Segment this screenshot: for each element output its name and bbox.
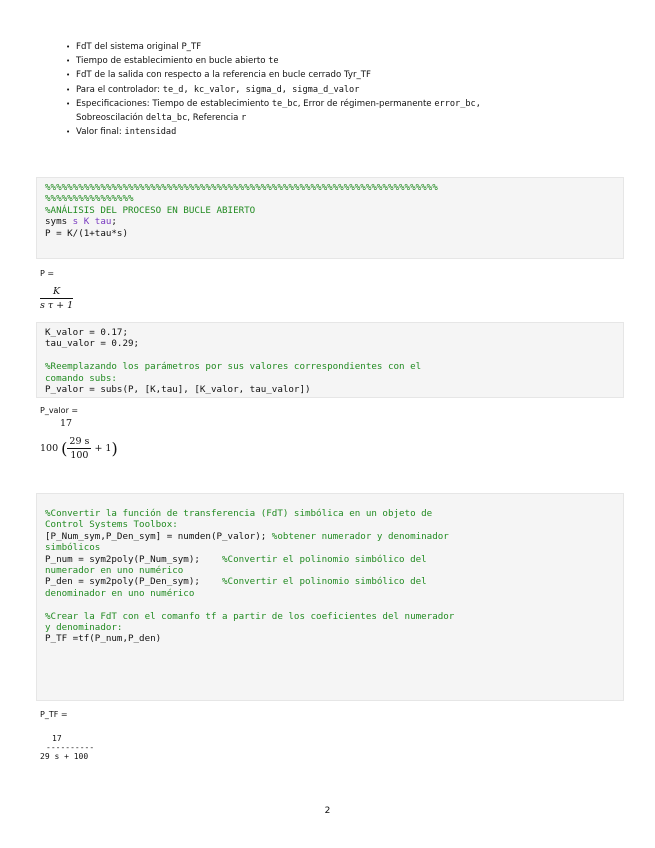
output-fraction: $\frac{K}{\text{s τ + 1}}$ <box>40 286 74 311</box>
list-item: • FdT de la salida con respecto a la referencia en bucle cerrado Tyr_TF <box>66 68 626 82</box>
bullet-list <box>66 40 626 139</box>
output-denominator: 100 ( $\frac{29 s}{100}$ + 1) <box>40 436 118 461</box>
list-item-continuation: Sobreoscilación delta_bc, Referencia r <box>76 113 247 124</box>
tf-denominator: 29 s + 100 <box>40 752 89 761</box>
page-number: 2 <box>324 806 331 816</box>
code-block-2: K_valor = 0.17; tau_valor = 0.29; %Reemplazando los parámetros por sus valores correspondientes con el comando subs: P_valor = subs(P, [K,tau], [K_valor, tau_valor]) <box>36 322 624 398</box>
output-numerator: 17 <box>60 418 73 429</box>
output-label: P_TF = <box>40 710 68 719</box>
list-item: • Tiempo de establecimiento en bucle abierto te <box>66 54 626 68</box>
tf-numerator: 17 <box>52 734 62 743</box>
code-block-1: %%%%%%%%%%%%%%%%%%%%%%%%%%%%%%%%%%%%%%%%%%%%%%%%%%%%%%%%%%%%%%%%%%%%%%% %%%%%%%%%%%%%%%% %ANÁLISIS DEL PROCESO EN BUCLE ABIERTO syms s K tau; P = K/(1+tau*s) <box>36 177 624 259</box>
output-label: P = <box>40 269 55 278</box>
output-label: P_valor = <box>40 406 79 415</box>
list-item: • FdT del sistema original P_TF <box>66 40 626 54</box>
list-item: • Para el controlador: te_d, kc_valor, sigma_d, sigma_d_valor <box>66 83 626 97</box>
code-block-3: %Convertir la función de transferencia (FdT) simbólica en un objeto de Control Systems Toolbox: [P_Num_sym,P_Den_sym] = numden(P_valor); %obtener numerador y denominador simbólicos P_num = sym2poly(P_Num_sym); %Convertir el polinomio simbólico del numerador en uno numérico P_den = sym2poly(P_Den_sym); %Convertir el polinomio simbólico del denominador en uno numérico %Crear la FdT con el comanfo tf a partir de los coeficientes del numerador y denominador: P_TF =tf(P_num,P_den) <box>36 493 624 701</box>
list-item: • Especificaciones: Tiempo de establecimiento te_bc, Error de régimen-permanente error_bc, <box>66 97 626 111</box>
list-item: • Valor final: intensidad <box>66 125 626 139</box>
tf-fraction-bar: ---------- <box>46 743 95 752</box>
